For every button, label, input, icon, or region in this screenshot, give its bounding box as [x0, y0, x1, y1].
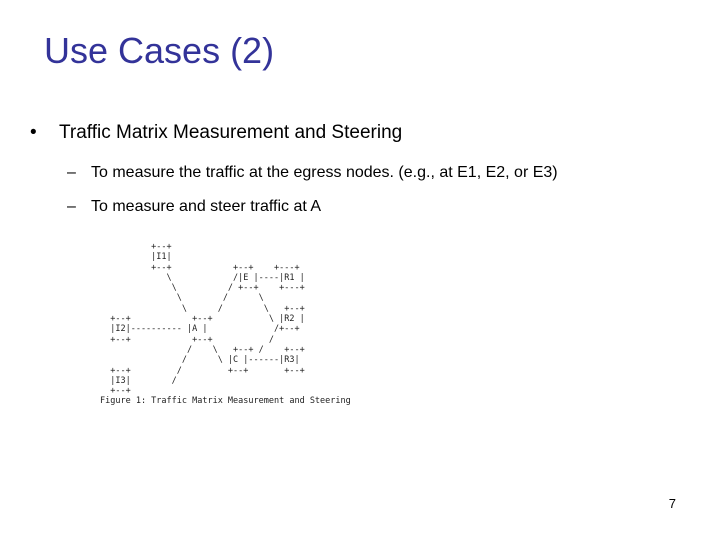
- sub-bullet-marker: –: [67, 164, 76, 181]
- page-number: 7: [668, 496, 676, 511]
- figure-caption: Figure 1: Traffic Matrix Measurement and Steering: [100, 396, 351, 407]
- bullet-text: Traffic Matrix Measurement and Steering: [59, 122, 403, 143]
- sub-bullet-item: [67, 198, 321, 216]
- sub-bullet-text: To measure the traffic at the egress nodes. (e.g., at E1, E2, or E3): [91, 164, 558, 181]
- bullet-marker: •: [30, 122, 37, 143]
- topology-figure: [100, 242, 400, 464]
- sub-bullet-text: To measure and steer traffic at A: [91, 198, 322, 215]
- slide-title: Use Cases (2): [44, 30, 275, 71]
- bullet-item: [30, 122, 402, 144]
- sub-bullet-item: [67, 164, 558, 182]
- topology-ascii-diagram: +--+ |I1| +--+ +--+ +---+ \ /|E |----|R1 | \ / +--+ +---+ \ / \ \ / \ +--+ +--+ +--+ \ |R2 | |I2|---------- |A | /+--+ +--+ +--+ / / \ +--+ / +--+ / \ |C |------|R3| +--+ / +--+ +--+ |I3| / +--+: [110, 242, 305, 397]
- sub-bullet-marker: –: [67, 198, 76, 215]
